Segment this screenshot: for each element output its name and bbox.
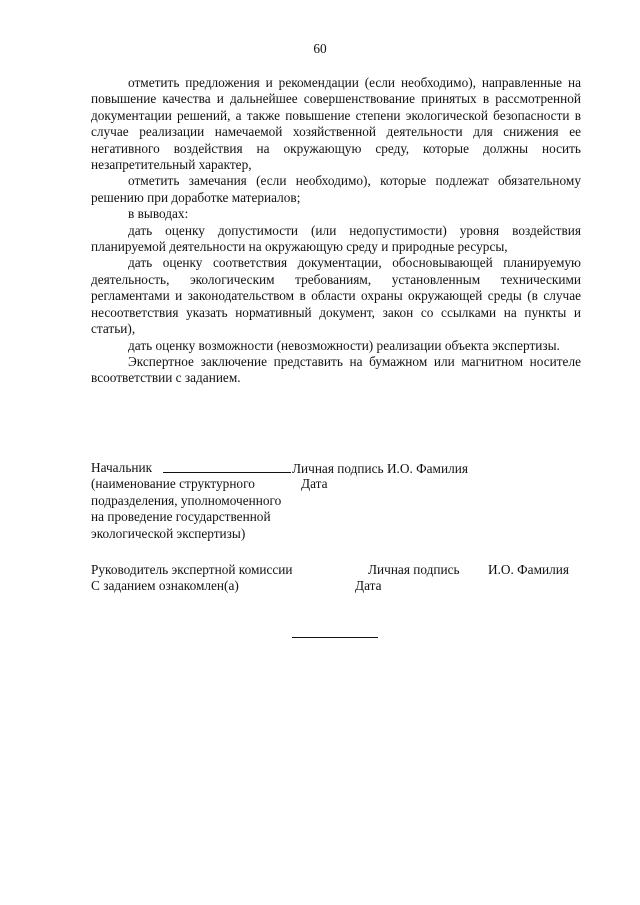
signature-line <box>163 460 291 473</box>
head-date-label: Дата <box>301 476 328 492</box>
unit-line-2: подразделения, уполномоченного <box>91 492 282 508</box>
page-number: 60 <box>313 41 327 56</box>
commission-date-label: Дата <box>355 578 382 594</box>
unit-line-4: экологической экспертизы) <box>91 525 246 541</box>
unit-line-3: на проведение государственной <box>91 509 271 525</box>
commission-head-title: Руководитель экспертной комиссии <box>91 562 293 577</box>
paragraph-remarks: отметить замечания (если необходимо), которые подлежат обязательному решению при доработке материалов; <box>91 173 581 205</box>
end-divider <box>292 637 378 638</box>
paragraph-assess-admissibility: дать оценку допустимости (или недопустимости) уровня воздействия планируемой деятельности на окружающую среду и природные ресурсы, <box>91 222 581 255</box>
commission-name-caption: И.О. Фамилия <box>488 562 569 577</box>
signature-field-head <box>163 460 468 477</box>
signature-block-commission <box>91 562 591 595</box>
document-body <box>91 75 581 387</box>
head-title: Начальник <box>91 460 153 475</box>
paragraph-assess-compliance: дать оценку соответствия документации, обосновывающей планируемую деятельность, экологическим требованиям, установленным техническими регламентами и законодательством в области охраны окружающей среды (в случае несоответствия указать нормативный документ, закон со ссылками на пункты и статьи), <box>91 255 581 337</box>
signature-block-head <box>91 460 591 542</box>
commission-signature-caption: Личная подпись <box>368 562 460 577</box>
paragraph-conclusions-heading: в выводах: <box>128 206 189 222</box>
paragraph-proposals: отметить предложения и рекомендации (если необходимо), направленные на повышение качества и дальнейшее совершенствование принятых в рассмотренной документации решений, а также повышение степени экологической безопасности в случае реализации намечаемой хозяйственной деятельности для снижения ее негативного воздействия на окружающую среду, которые должны носить незапретительный характер, <box>91 75 581 173</box>
acknowledged-label: С заданием ознакомлен(а) <box>91 578 239 594</box>
paragraph-submission: Экспертное заключение представить на бумажном или магнитном носителе всоответствии с заданием. <box>91 353 581 386</box>
head-signature-caption: Личная подпись И.О. Фамилия <box>292 461 468 476</box>
unit-line-1: (наименование структурного <box>91 476 255 492</box>
paragraph-assess-feasibility: дать оценку возможности (невозможности) реализации объекта экспертизы. <box>128 337 560 353</box>
